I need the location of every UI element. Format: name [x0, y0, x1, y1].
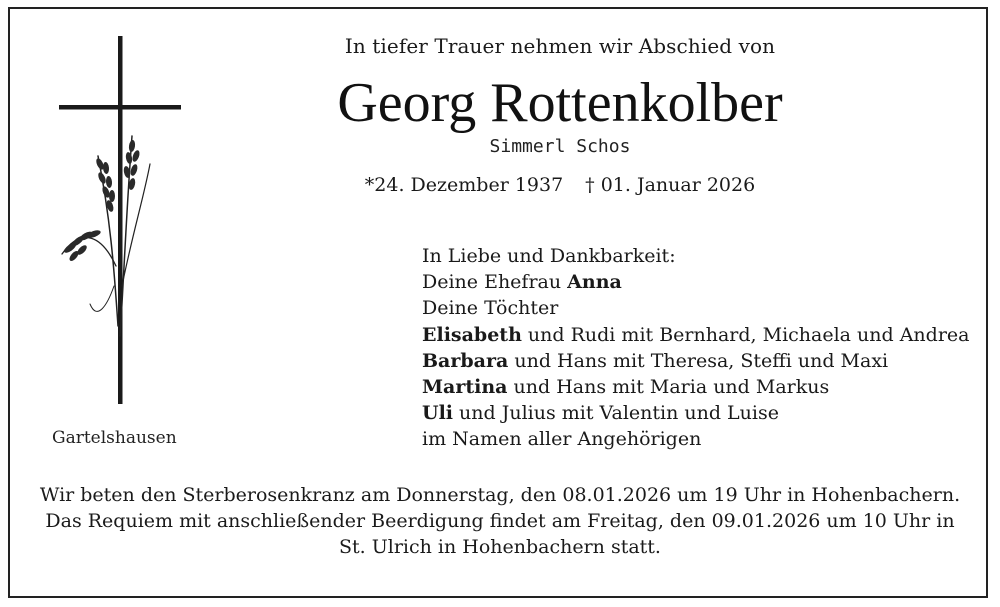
- deceased-name: Georg Rottenkolber: [337, 72, 783, 134]
- requiem-location: St. Ulrich in Hohenbachern statt.: [339, 536, 661, 558]
- daughter-line: [422, 322, 970, 348]
- intro-text: In tiefer Trauer nehmen wir Abschied von: [344, 34, 776, 58]
- death-date: † 01. Januar 2026: [585, 174, 756, 196]
- wife-name: Anna: [567, 271, 622, 294]
- requiem-info: Das Requiem mit anschließender Beerdigung findet am Freitag, den 09.01.2026 um 10 Uhr in: [45, 510, 955, 532]
- family-closing: im Namen aller Angehörigen: [422, 428, 702, 451]
- cross-icon: [52, 36, 192, 408]
- place-label: Gartelshausen: [52, 428, 177, 448]
- daughters-label: Deine Töchter: [422, 297, 559, 320]
- daughter-family: und Hans mit Maria und Markus: [507, 376, 830, 399]
- daughter-name: Martina: [422, 376, 508, 399]
- daughter-name: Elisabeth: [422, 323, 522, 346]
- daughter-family: und Rudi mit Bernhard, Michaela und Andrea: [521, 323, 970, 346]
- daughter-line: [422, 348, 970, 374]
- cross-with-wheat: [52, 36, 192, 408]
- family-list: [422, 243, 970, 453]
- birth-date: *24. Dezember 1937: [364, 174, 564, 196]
- daughter-line: [422, 374, 970, 400]
- wife-line: [422, 269, 970, 295]
- service-info: [20, 482, 980, 560]
- daughter-family: und Hans mit Theresa, Steffi und Maxi: [508, 349, 889, 372]
- family-heading: In Liebe und Dankbarkeit:: [422, 245, 676, 267]
- daughter-name: Uli: [422, 402, 454, 425]
- daughter-line: [422, 400, 970, 426]
- daughter-name: Barbara: [422, 349, 509, 372]
- wife-prefix: Deine Ehefrau: [422, 271, 562, 294]
- rosary-info: Wir beten den Sterberosenkranz am Donnerstag, den 08.01.2026 um 19 Uhr in Hohenbachern.: [39, 484, 961, 506]
- nickname: Simmerl Schos: [489, 136, 631, 157]
- life-dates: [330, 174, 790, 196]
- daughter-family: und Julius mit Valentin und Luise: [453, 402, 779, 425]
